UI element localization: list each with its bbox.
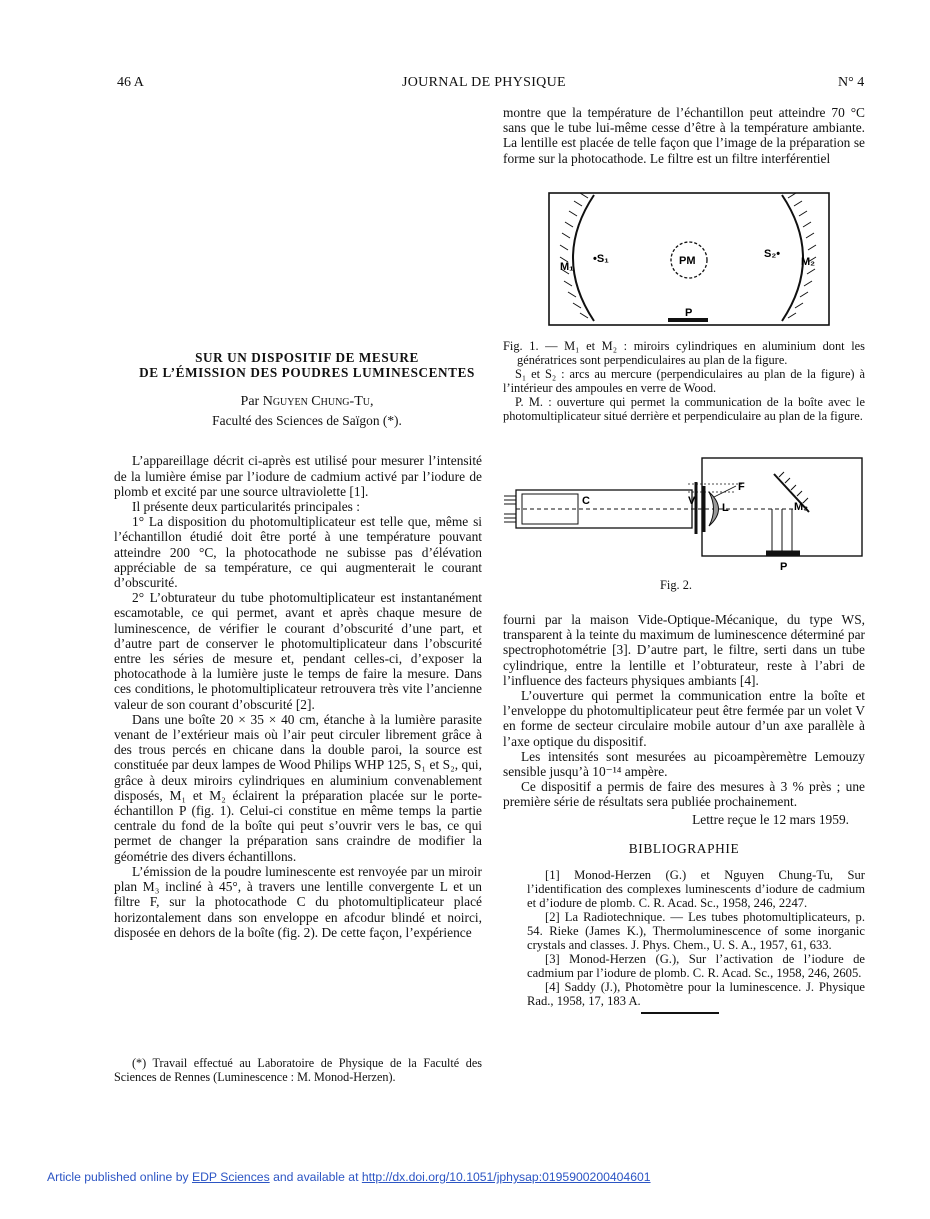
reference-item: [2] La Radiotechnique. — Les tubes photomultiplicateurs, p. 54. Rieke (James K.), Thermoluminescence of some inorganic crystals and classes. J. Phys. Chem., U. S. A., 1957, 61, 633. xyxy=(527,910,865,953)
paragraph: fourni par la maison Vide-Optique-Mécanique, du type WS, transparent à la teinte du maximum de luminescence déterminé par spectrophotométrie [3]. D’autre part, le filtre, serti dans un tube cylindrique, entre la lentille et l’obturateur, reste à l’abri de l’influence des facteurs physiques ambiants [4]. xyxy=(503,612,865,688)
page-number: 46 A xyxy=(117,75,144,90)
mirror-m1 xyxy=(573,195,594,321)
label-c: C xyxy=(582,495,590,507)
paragraph: L’émission de la poudre luminescente est renvoyée par un miroir plan M₃ incliné à 45°, à travers une lentille convergente L et un filtre F, sur la photocathode C du photomultiplicateur placé horizontalement dans son enveloppe en afcodur blindé et noirci, disposée en dehors de la boîte (fig. 2). De cette façon, l’expérience xyxy=(114,863,482,940)
reference-item: [1] Monod-Herzen (G.) et Nguyen Chung-Tu, Sur l’identification des complexes luminescents d’iodure de cadmium et d’iodure de plomb. C. R. Acad. Sc., 1958, 246, 2247. xyxy=(527,868,865,911)
paragraph: L’ouverture qui permet la communication entre la boîte et l’enveloppe du photomultiplicateur peut être fermée par un volet V en forme de secteur circulaire mobile autour d’un axe parallèle à l’axe optique du dispositif. xyxy=(503,688,865,749)
paragraph: 1° La disposition du photomultiplicateur est telle que, même si l’échantillon étudié doit être porté à une température pouvant atteindre 200 °C, la photocathode ne subisse pas d’élévation appréciable de sa température, ce qui augmenterait le courant d’obscurité. xyxy=(114,514,482,591)
footnote-text: (*) Travail effectué au Laboratoire de Physique de la Faculté des Sciences de Rennes (Luminescence : M. Monod-Herzen). xyxy=(114,1056,482,1084)
bibliography-heading: BIBLIOGRAPHIE xyxy=(628,840,740,856)
label-s2: S₂• xyxy=(764,248,781,260)
paragraph: Dans une boîte 20 × 35 × 40 cm, étanche à la lumière parasite venant de l’extérieur mais où l’air peut circuler librement grâce à des trous percés en chicane dans la double paroi, la source est constituée par deux lampes de Wood Philips WHP 125, S₁ et S₂, qui, grâce à deux miroirs cylindriques en aluminium convenablement disposés, M₁ et M₂ éclairent la préparation placée sur le porte-échantillon P (fig. 1). Celui-ci constitue en même temps la partie centrale du fond de la boîte qui peut s’ouvrir vers le bas, ce qui permet de changer la préparation sans craindre de modifier la géométrie des divers échantillons. xyxy=(114,711,482,864)
paragraph: montre que la température de l’échantillon peut atteindre 70 °C sans que le tube lui-même cesse d’être à la température ambiante. La lentille est placée de telle façon que l’image de la préparation se forme sur la photocathode. Le filtre est un filtre interférentiel xyxy=(503,105,865,166)
paragraph: L’appareillage décrit ci-après est utilisé pour mesurer l’intensité de la lumière émise par l’iodure de cadmium activé par l’iodure de plomb et excité par une source ultraviolette [1]. xyxy=(114,453,482,499)
figure-2-diagram xyxy=(504,452,866,577)
end-rule xyxy=(641,1012,719,1014)
label-v: V xyxy=(688,495,696,507)
footer-middle: and available at xyxy=(273,1170,359,1184)
byline-prefix: Par xyxy=(240,394,260,409)
paragraph: 2° L’obturateur du tube photomultiplicateur est instantanément escamotable, ce qui permet, avant et après chaque mesure de luminescence, de vérifier le courant d’obscurité d’une part, et d’autre part de conserver le photomultiplicateur dans l’obscurité entre les séries de mesure et, pendant celles-ci, d’exposer la photocathode à la lumière juste le temps de faire la mesure. Dans ces conditions, le photomultiplicateur retrouvera très vite l’ancienne valeur de son courant d’obscurité [2]. xyxy=(114,590,482,712)
label-p: P xyxy=(685,307,693,319)
paragraph: Il présente deux particularités principales : xyxy=(132,499,360,515)
journal-name: JOURNAL DE PHYSIQUE xyxy=(402,75,566,90)
mirror-m2 xyxy=(782,195,803,321)
right-column-top xyxy=(503,105,865,166)
publisher-link[interactable]: EDP Sciences xyxy=(192,1170,270,1184)
author-name: Nguyen Chung-Tu, xyxy=(262,394,374,409)
issue-number: N° 4 xyxy=(838,75,865,90)
figure-1-diagram xyxy=(546,190,836,330)
reference-item: [3] Monod-Herzen (G.), Sur l’activation de l’iodure de cadmium par l’iodure de plomb. C. R. Acad. Sc., 1958, 246, 2605. xyxy=(527,952,865,981)
right-column-body xyxy=(503,612,865,1014)
caption-line: Fig. 1. — M₁ et M₂ : miroirs cylindriques en aluminium dont les génératrices sont perpendiculaires au plan de la figure. xyxy=(503,339,865,367)
label-pm: PM xyxy=(679,255,696,267)
publication-footer xyxy=(47,1170,651,1184)
label-m1: M₁ xyxy=(560,261,574,273)
figure-1-caption xyxy=(503,339,865,423)
article-title-line2: DE L’ÉMISSION DES POUDRES LUMINESCENTES xyxy=(139,365,475,380)
reference-item: [4] Saddy (J.), Photomètre pour la luminescence. J. Physique Rad., 1958, 17, 183 A. xyxy=(527,980,865,1009)
affiliation: Faculté des Sciences de Saïgon (*). xyxy=(212,413,402,429)
figure-2-caption: Fig. 2. xyxy=(660,578,693,592)
filter-leader xyxy=(714,486,736,497)
reference-list xyxy=(503,868,865,1008)
body-text-left xyxy=(114,453,482,940)
footnote xyxy=(114,1056,482,1084)
received-date: Lettre reçue le 12 mars 1959. xyxy=(692,811,849,827)
caption-line: P. M. : ouverture qui permet la communication de la boîte avec le photomultiplicateur situé derrière et perpendiculaire au plan de la figure. xyxy=(503,395,865,423)
doi-link[interactable]: http://dx.doi.org/10.1051/jphysap:0195900200404601 xyxy=(361,1170,651,1184)
label-p: P xyxy=(780,561,788,573)
paragraph: Ce dispositif a permis de faire des mesures à 3 % près ; une première série de résultats sera publiée prochainement. xyxy=(503,779,865,810)
label-s1: •S₁ xyxy=(593,253,609,265)
byline xyxy=(114,394,482,409)
label-f: F xyxy=(738,481,745,493)
label-m3: M₃ xyxy=(794,501,809,513)
paragraph: Les intensités sont mesurées au picoampèremètre Lemouzy sensible jusqu’à 10⁻¹⁴ ampère. xyxy=(503,748,865,780)
footer-prefix: Article published online by xyxy=(47,1170,189,1184)
label-l: L xyxy=(722,502,729,514)
label-m2: M₂ xyxy=(801,256,816,268)
left-column xyxy=(114,350,482,940)
article-title-line1: SUR UN DISPOSITIF DE MESURE xyxy=(195,350,419,365)
lens-l xyxy=(709,492,719,526)
mirror-m3-hatching xyxy=(779,472,808,503)
caption-line: S₁ et S₂ : arcs au mercure (perpendiculaires au plan de la figure) à l’intérieur des ampoules en verre de Wood. xyxy=(503,367,865,395)
